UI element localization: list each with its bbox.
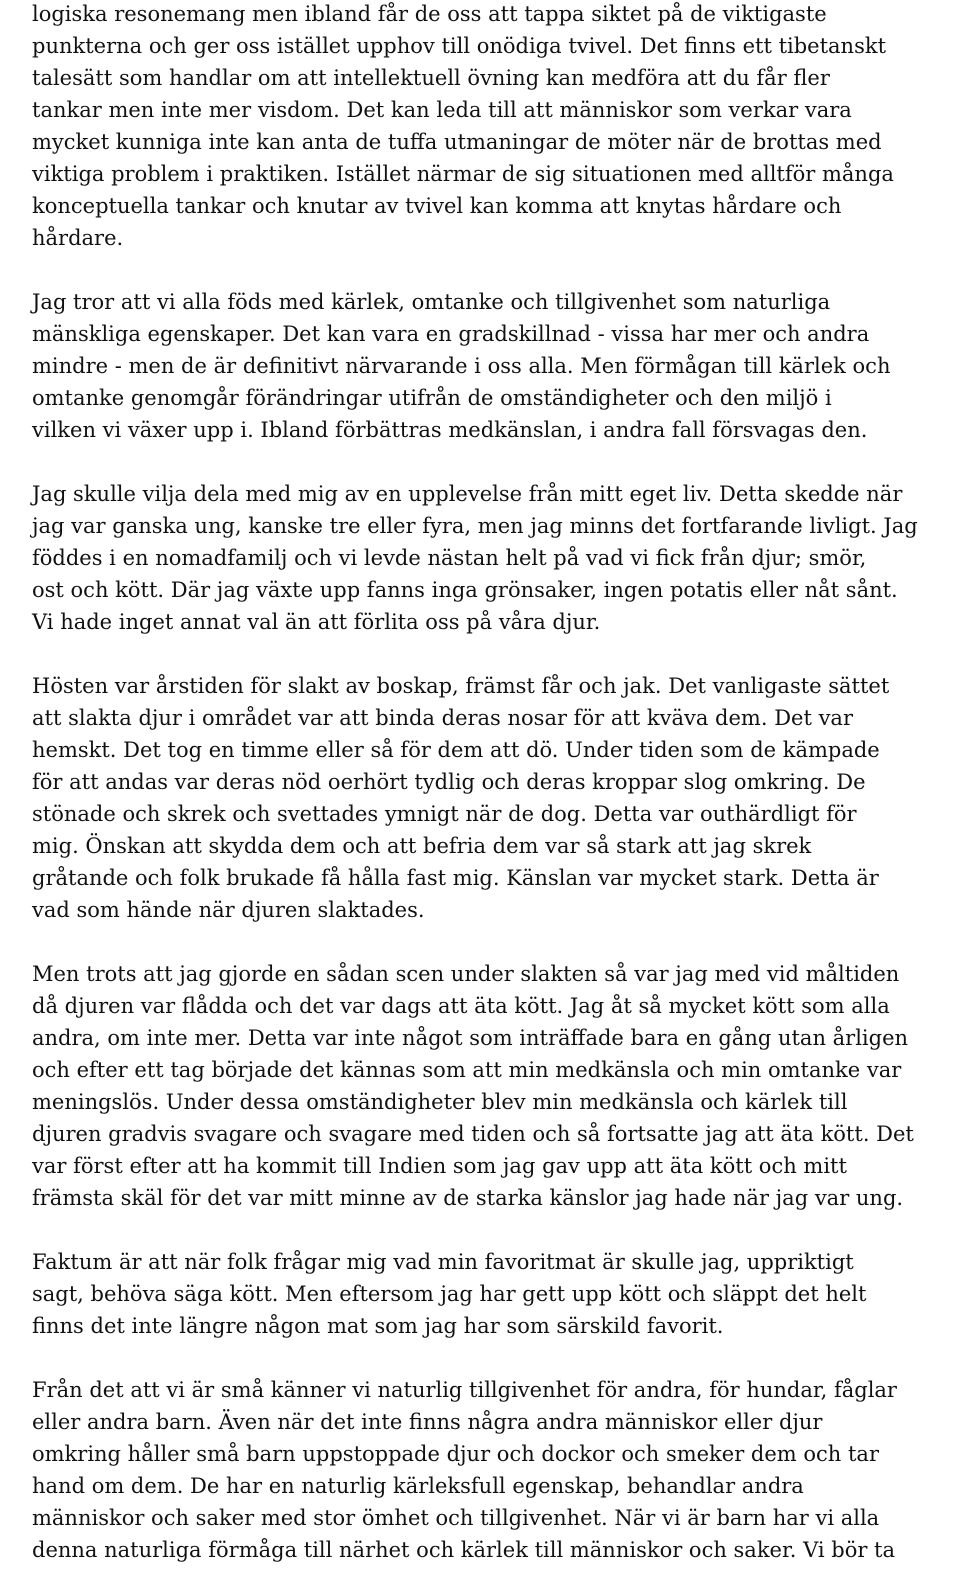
text-line: omkring håller små barn uppstoppade djur och dockor och smeker dem och tar bbox=[32, 1442, 879, 1466]
text-line: hemskt. Det tog en timme eller så för dem att dö. Under tiden som de kämpade bbox=[32, 738, 880, 762]
paragraph-7 bbox=[32, 1374, 952, 1566]
text-line: Från det att vi är små känner vi naturlig tillgivenhet för andra, för hundar, fåglar bbox=[32, 1378, 897, 1402]
text-line: mindre - men de är definitivt närvarande i oss alla. Men förmågan till kärlek och bbox=[32, 354, 891, 378]
text-line: finns det inte längre någon mat som jag har som särskild favorit. bbox=[32, 1314, 724, 1338]
text-line: Hösten var årstiden för slakt av boskap, främst får och jak. Det vanligaste sättet bbox=[32, 674, 890, 698]
text-line: Jag skulle vilja dela med mig av en upplevelse från mitt eget liv. Detta skedde när bbox=[32, 482, 903, 506]
paragraph-1 bbox=[32, 0, 952, 254]
paragraph-4 bbox=[32, 670, 952, 926]
text-line: eller andra barn. Även när det inte finns några andra människor eller djur bbox=[32, 1410, 823, 1434]
text-line: logiska resonemang men ibland får de oss att tappa siktet på de viktigaste bbox=[32, 2, 827, 26]
text-line: tankar men inte mer visdom. Det kan leda till att människor som verkar vara bbox=[32, 98, 852, 122]
text-line: för att andas var deras nöd oerhört tydlig och deras kroppar slog omkring. De bbox=[32, 770, 866, 794]
paragraph-3 bbox=[32, 478, 952, 638]
text-line: omtanke genomgår förändringar utifrån de omständigheter och den miljö i bbox=[32, 386, 832, 410]
text-line: Jag tror att vi alla föds med kärlek, omtanke och tillgivenhet som naturliga bbox=[32, 290, 831, 314]
text-line: gråtande och folk brukade få hålla fast mig. Känslan var mycket stark. Detta är bbox=[32, 866, 879, 890]
text-line: Vi hade inget annat val än att förlita oss på våra djur. bbox=[32, 610, 601, 634]
text-line: då djuren var flådda och det var dags att äta kött. Jag åt så mycket kött som alla bbox=[32, 994, 890, 1018]
text-line: Men trots att jag gjorde en sådan scen under slakten så var jag med vid måltiden bbox=[32, 962, 900, 986]
text-line: stönade och skrek och svettades ymnigt när de dog. Detta var outhärdligt för bbox=[32, 802, 857, 826]
paragraph-2 bbox=[32, 286, 952, 446]
text-line: mänskliga egenskaper. Det kan vara en gradskillnad - vissa har mer och andra bbox=[32, 322, 870, 346]
text-line: mycket kunniga inte kan anta de tuffa utmaningar de möter när de brottas med bbox=[32, 130, 882, 154]
text-line: viktiga problem i praktiken. Istället närmar de sig situationen med alltför många bbox=[32, 162, 894, 186]
text-line: mig. Önskan att skydda dem och att befria dem var så stark att jag skrek bbox=[32, 834, 812, 858]
text-line: talesätt som handlar om att intellektuell övning kan medföra att du får fler bbox=[32, 66, 830, 90]
text-line: att slakta djur i området var att binda deras nosar för att kväva dem. Det var bbox=[32, 706, 853, 730]
text-line: ost och kött. Där jag växte upp fanns inga grönsaker, ingen potatis eller nåt sånt. bbox=[32, 578, 898, 602]
text-line: Faktum är att när folk frågar mig vad min favoritmat är skulle jag, uppriktigt bbox=[32, 1250, 854, 1274]
text-line: sagt, behöva säga kött. Men eftersom jag har gett upp kött och släppt det helt bbox=[32, 1282, 867, 1306]
text-line: punkterna och ger oss istället upphov till onödiga tvivel. Det finns ett tibetanskt bbox=[32, 34, 887, 58]
text-line: hårdare. bbox=[32, 226, 124, 250]
paragraph-6 bbox=[32, 1246, 952, 1342]
text-line: främsta skäl för det var mitt minne av de starka känslor jag hade när jag var ung. bbox=[32, 1186, 904, 1210]
text-line: hand om dem. De har en naturlig kärleksfull egenskap, behandlar andra bbox=[32, 1474, 804, 1498]
text-line: jag var ganska ung, kanske tre eller fyra, men jag minns det fortfarande livligt. Jag bbox=[32, 514, 918, 538]
text-line: människor och saker med stor ömhet och tillgivenhet. När vi är barn har vi alla bbox=[32, 1506, 880, 1530]
text-line: andra, om inte mer. Detta var inte något som inträffade bara en gång utan årligen bbox=[32, 1026, 909, 1050]
text-line: och efter ett tag började det kännas som att min medkänsla och min omtanke var bbox=[32, 1058, 902, 1082]
text-line: konceptuella tankar och knutar av tvivel kan komma att knytas hårdare och bbox=[32, 194, 842, 218]
text-line: vilken vi växer upp i. Ibland förbättras medkänslan, i andra fall försvagas den. bbox=[32, 418, 868, 442]
body-text bbox=[32, 0, 952, 1588]
paragraph-5 bbox=[32, 958, 952, 1214]
text-line: djuren gradvis svagare och svagare med tiden och så fortsatte jag att äta kött. Det bbox=[32, 1122, 914, 1146]
text-line: denna naturliga förmåga till närhet och kärlek till människor och saker. Vi bör ta bbox=[32, 1538, 896, 1562]
text-line: föddes i en nomadfamilj och vi levde nästan helt på vad vi fick från djur; smör, bbox=[32, 546, 867, 570]
text-line: meningslös. Under dessa omständigheter blev min medkänsla och kärlek till bbox=[32, 1090, 848, 1114]
text-line: vad som hände när djuren slaktades. bbox=[32, 898, 425, 922]
text-line: var först efter att ha kommit till Indien som jag gav upp att äta kött och mitt bbox=[32, 1154, 847, 1178]
